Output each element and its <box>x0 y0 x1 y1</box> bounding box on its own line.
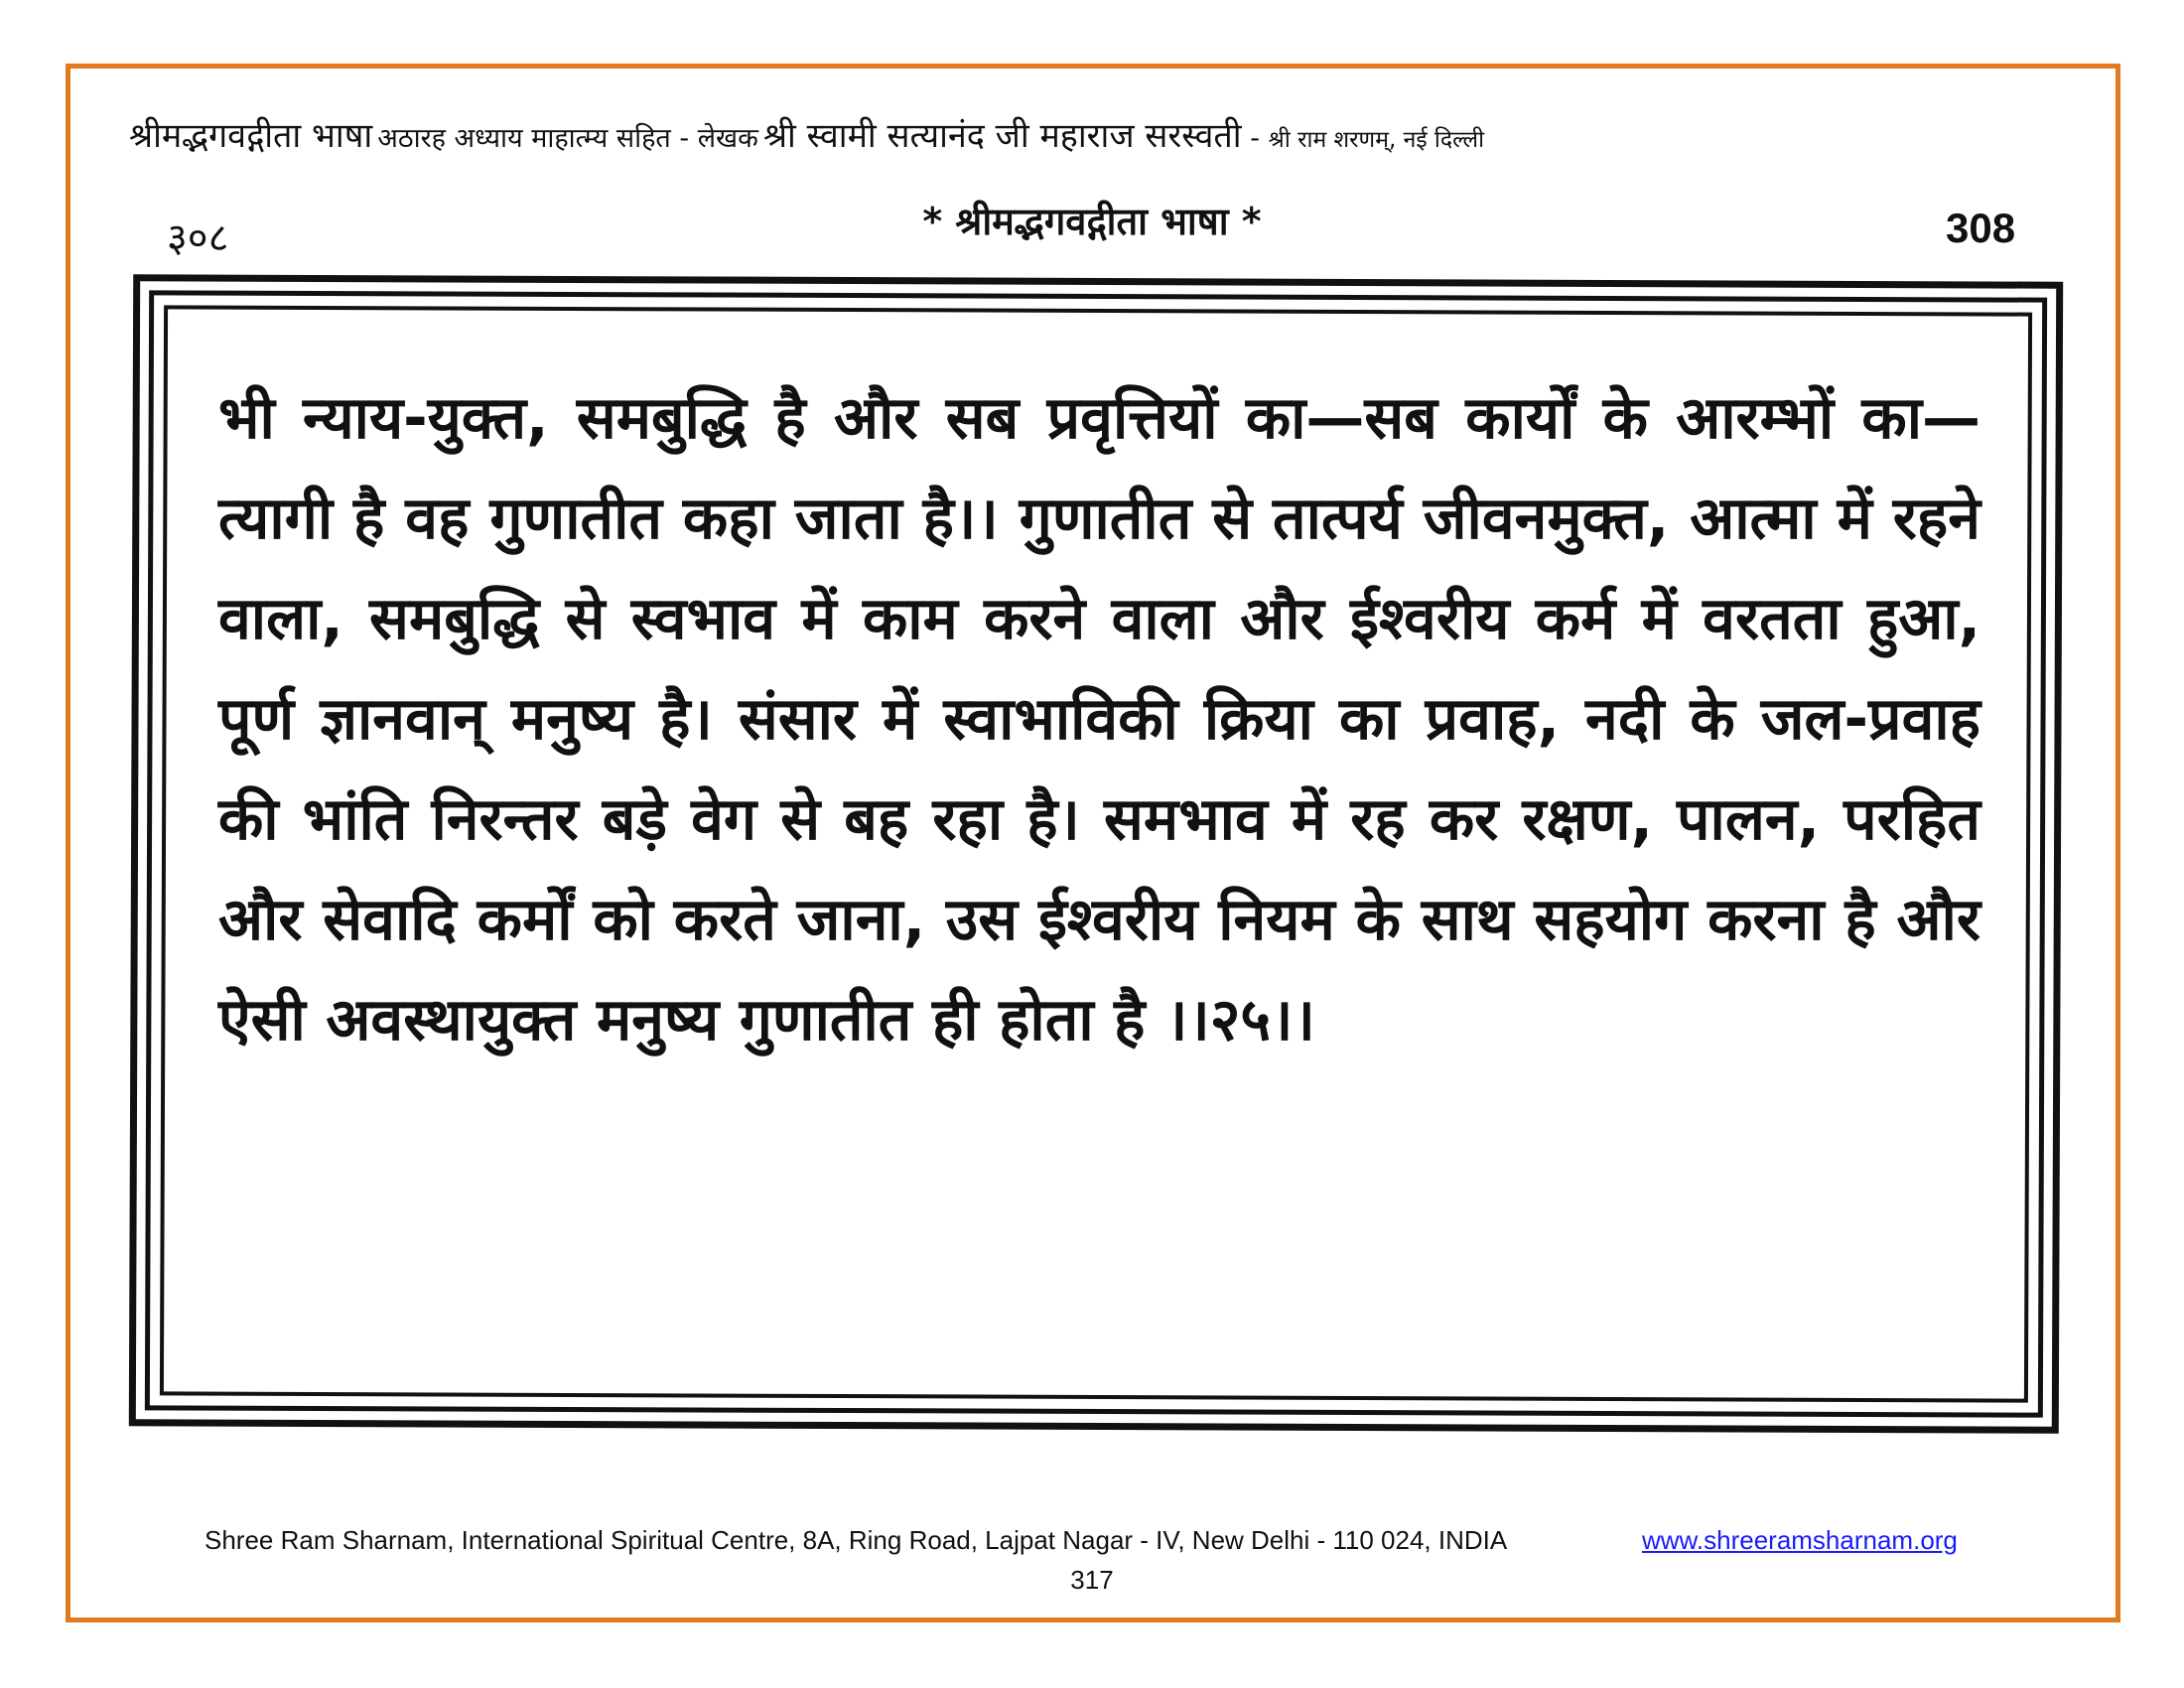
footer-address: Shree Ram Sharnam, International Spiritual Centre, 8A, Ring Road, Lajpat Nagar - IV, New Delhi - 110 024, INDIA <box>205 1525 1508 1555</box>
running-title: * श्रीमद्भगवद्गीता भाषा * <box>922 200 1262 243</box>
pdf-page-number: 317 <box>1070 1565 1114 1595</box>
book-title: श्रीमद्भगवद्गीता भाषा <box>129 116 373 156</box>
website-link[interactable]: www.shreeramsharnam.org <box>1642 1525 1958 1555</box>
separator: - <box>1241 123 1269 154</box>
publisher: श्री राम शरणम्, नई दिल्ली <box>1268 127 1485 153</box>
separator: - <box>670 123 698 154</box>
document-header <box>129 111 2065 157</box>
author-name: श्री स्वामी सत्यानंद जी महाराज सरस्वती <box>762 116 1242 156</box>
page-number-devanagari: ३०८ <box>167 215 229 261</box>
author-label: लेखक <box>697 123 758 154</box>
page-number: 308 <box>1946 205 2016 251</box>
body-paragraph: भी न्याय-युक्त, समबुद्धि है और सब प्रवृत्तियों का—सब कार्यों के आरम्भों का—त्यागी है वह गुणातीत कहा जाता है।। गुणातीत से तात्पर्य जीवनमुक्त, आत्मा में रहने वाला, समबुद्धि से स्वभाव में काम करने वाला और ईश्वरीय कर्म में वरतता हुआ, पूर्ण ज्ञानवान् मनुष्य है। संसार में स्वाभाविकी क्रिया का प्रवाह, नदी के जल-प्रवाह की भांति निरन्तर बड़े वेग से बह रहा है। समभाव में रह कर रक्षण, पालन, परहित और सेवादि कर्मों को करते जाना, उस ईश्वरीय नियम के साथ सहयोग करना है और ऐसी अवस्थायुक्त मनुष्य गुणातीत ही होता है ।।२५।। <box>218 383 1980 1054</box>
subtitle: अठारह अध्याय माहात्म्य सहित <box>377 123 671 154</box>
